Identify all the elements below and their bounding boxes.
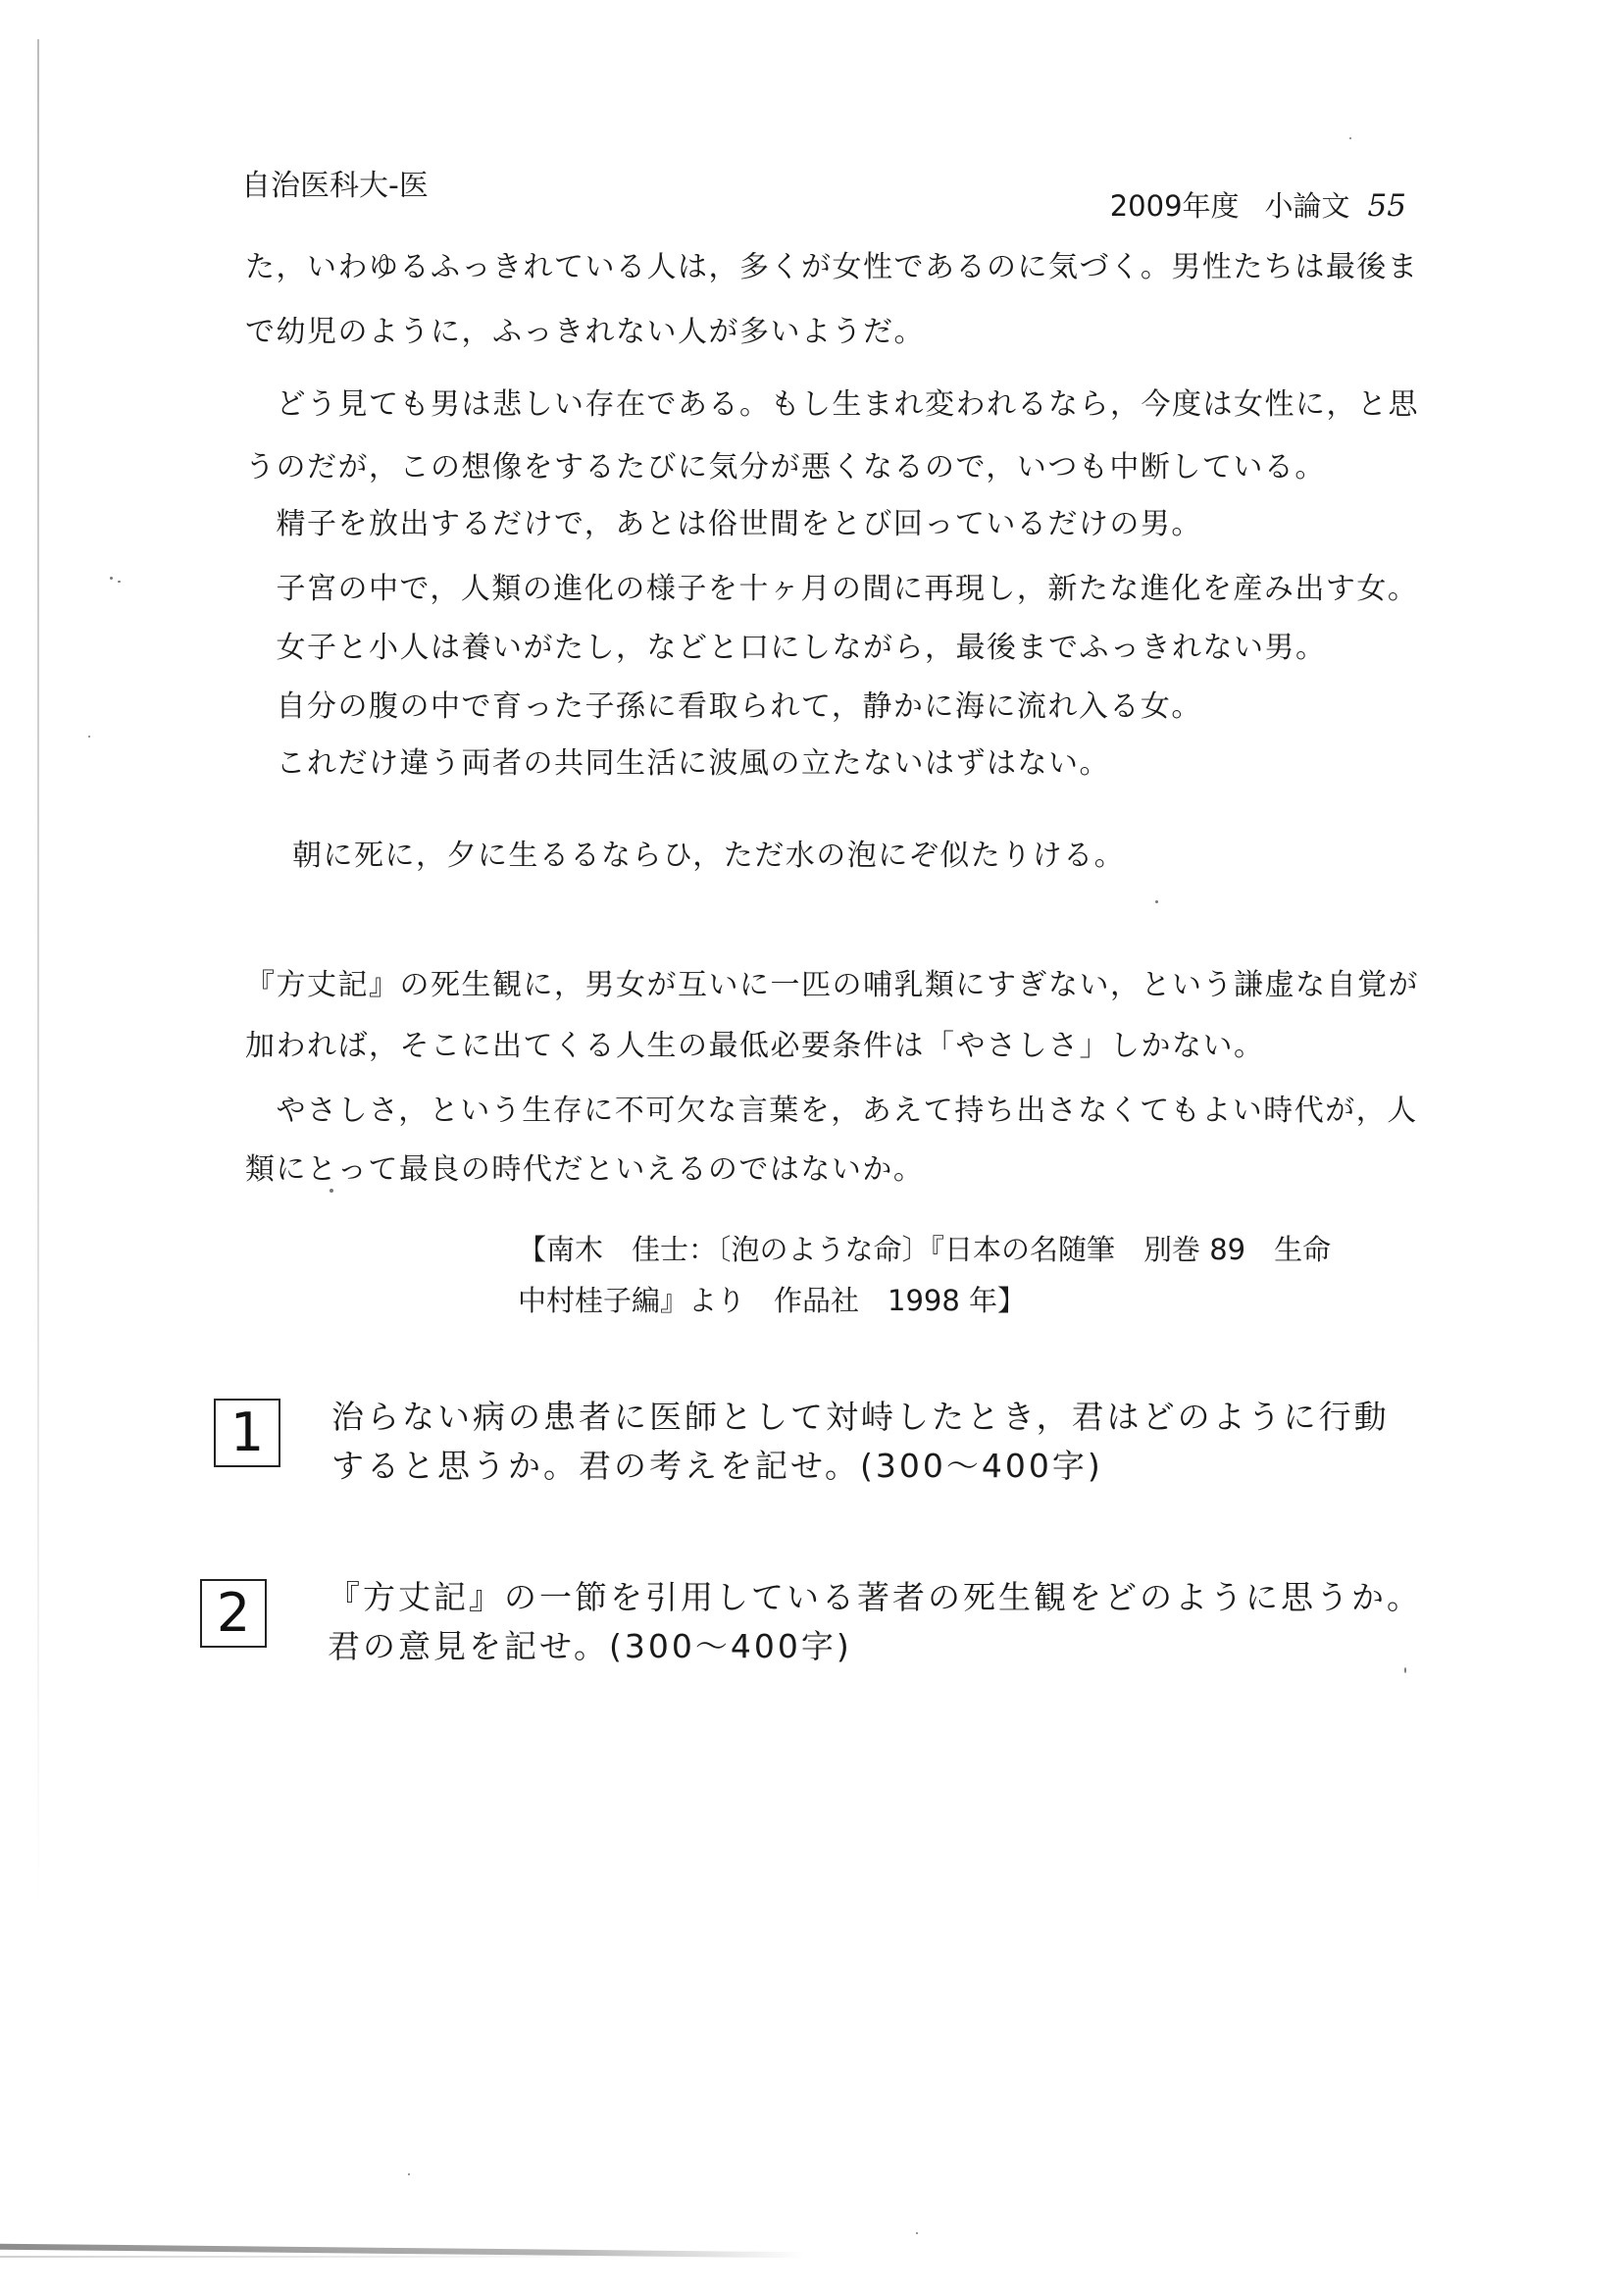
passage2-line: 『方丈記』の死生観に，男女が互いに一匹の哺乳類にすぎない，という謙虚な自覚が	[245, 968, 1419, 1002]
scan-speck	[916, 2232, 918, 2234]
passage2-line: 加われば，そこに出てくる人生の最低必要条件は「やさしさ」しかない。	[245, 1029, 1265, 1063]
question-number-box: 1	[214, 1399, 280, 1467]
scan-speck	[1349, 137, 1351, 139]
scan-speck	[408, 2173, 410, 2175]
passage2-line: 類にとって最良の時代だといえるのではないか。	[245, 1152, 925, 1187]
header-school: 自治医科大-医	[241, 169, 429, 203]
scan-speck	[110, 577, 113, 580]
passage2-line: やさしさ，という生存に不可欠な言葉を，あえて持ち出さなくてもよい時代が，人	[245, 1094, 1418, 1128]
passage-line: で幼児のように，ふっきれない人が多いようだ。	[245, 315, 925, 349]
citation-line: 【南木 佳士：〔泡のような命〕『日本の名随筆 別巻 89 生命	[518, 1233, 1332, 1266]
passage-line: 女子と小人は養いがたし，などと口にしながら，最後までふっきれない男。	[245, 631, 1327, 665]
hojoki-quote: 朝に死に，夕に生るるならひ，ただ水の泡にぞ似たりける。	[292, 839, 1126, 873]
header-year: 2009年度	[1109, 189, 1240, 223]
question-text	[331, 1393, 1390, 1491]
question-line: 『方丈記』の一節を引用している著者の死生観をどのように思うか。	[328, 1578, 1422, 1616]
question-number-box: 2	[200, 1579, 267, 1648]
question-line: すると思うか。君の考えを記せ。(300～400字)	[331, 1447, 1103, 1485]
scan-speck	[118, 581, 121, 583]
header-exam-info	[1110, 186, 1406, 226]
citation-line: 中村桂子編』より 作品社 1998 年】	[518, 1284, 1027, 1317]
scan-edge-left	[37, 39, 39, 1903]
scan-speck	[88, 736, 90, 738]
page-number: 55	[1367, 188, 1406, 224]
source-citation	[518, 1224, 1331, 1326]
passage-line: た，いわゆるふっきれている人は，多くが女性であるのに気づく。男性たちは最後ま	[245, 250, 1419, 284]
header-subject: 小論文	[1264, 189, 1350, 223]
passage-line: どう見ても男は悲しい存在である。もし生まれ変われるなら，今度は女性に，と思	[245, 387, 1419, 422]
scan-edge-bottom-faint	[0, 2256, 588, 2258]
passage-line: 精子を放出するだけで，あとは俗世間をとび回っているだけの男。	[245, 507, 1202, 541]
scan-speck	[1155, 900, 1158, 903]
question-line: 治らない病の患者に医師として対峙したとき，君はどのように行動	[331, 1398, 1390, 1436]
question-text	[328, 1573, 1422, 1671]
passage-line: 自分の腹の中で育った子孫に看取られて，静かに海に流れ入る女。	[245, 689, 1202, 724]
question-line: 君の意見を記せ。(300～400字)	[328, 1627, 852, 1665]
passage-line: うのだが，この想像をするたびに気分が悪くなるので，いつも中断している。	[245, 450, 1326, 484]
passage-line: 子宮の中で，人類の進化の様子を十ヶ月の間に再現し，新たな進化を産み出す女。	[245, 572, 1419, 606]
passage-line: これだけ違う両者の共同生活に波風の立たないはずはない。	[245, 746, 1110, 781]
